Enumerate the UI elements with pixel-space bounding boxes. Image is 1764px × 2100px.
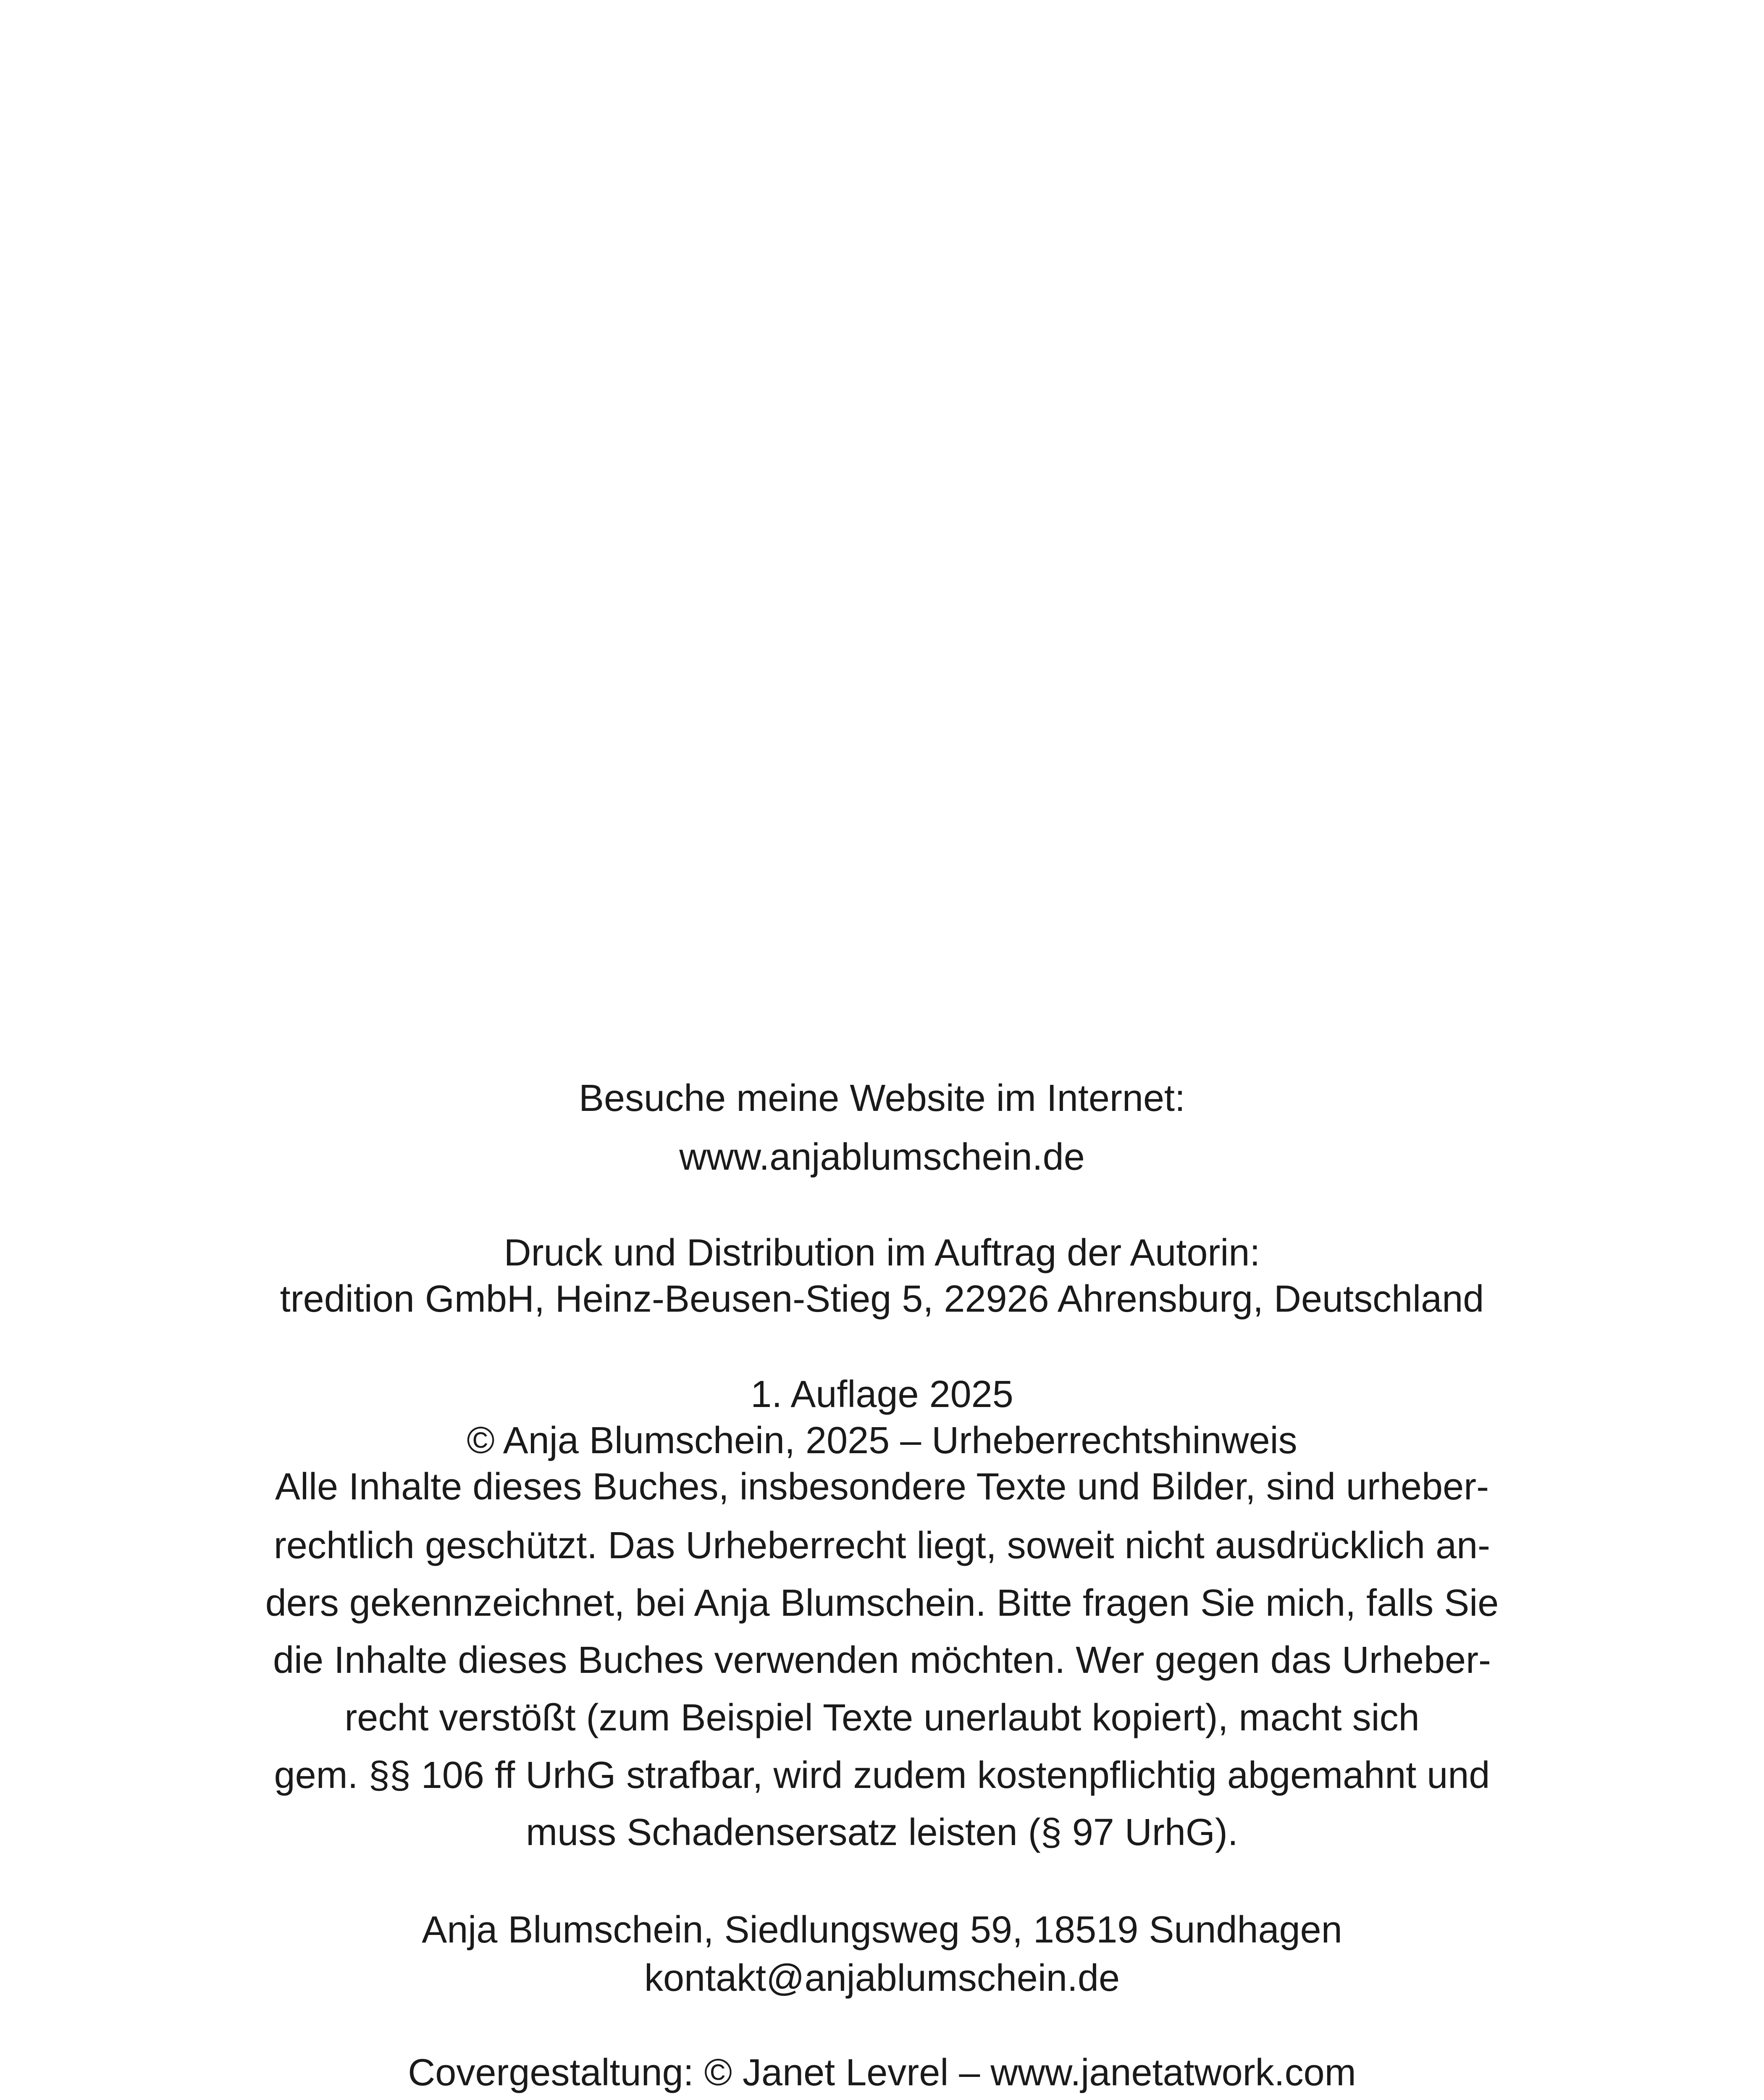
copyright-text-line: recht verstößt (zum Beispiel Texte unerlaubt kopiert), macht sich bbox=[344, 1697, 1420, 1739]
copyright-text-line: muss Schadensersatz leisten (§ 97 UrhG). bbox=[526, 1811, 1238, 1853]
copyright-text-line: ders gekennzeichnet, bei Anja Blumschein. Bitte fragen Sie mich, falls Sie bbox=[265, 1582, 1499, 1624]
cover-design-credit: Covergestaltung: © Janet Levrel – www.janetatwork.com bbox=[408, 2052, 1356, 2094]
print-company: tredition GmbH, Heinz-Beusen-Stieg 5, 22926 Ahrensburg, Deutschland bbox=[280, 1278, 1484, 1320]
website-intro: Besuche meine Website im Internet: bbox=[578, 1077, 1186, 1119]
copyright-text-line: rechtlich geschützt. Das Urheberrecht liegt, soweit nicht ausdrücklich an- bbox=[273, 1525, 1491, 1567]
copyright-text-line: die Inhalte dieses Buches verwenden möchten. Wer gegen das Urheber- bbox=[273, 1639, 1491, 1681]
author-address: Anja Blumschein, Siedlungsweg 59, 18519 Sundhagen bbox=[422, 1909, 1342, 1951]
print-intro: Druck und Distribution im Auftrag der Autorin: bbox=[504, 1232, 1260, 1274]
copyright-text-line: Alle Inhalte dieses Buches, insbesondere Texte und Bilder, sind urheber- bbox=[275, 1466, 1489, 1508]
author-email[interactable]: kontakt@anjablumschein.de bbox=[644, 1957, 1120, 1999]
copyright-text-line: gem. §§ 106 ff UrhG strafbar, wird zudem kostenpflichtig abgemahnt und bbox=[274, 1754, 1490, 1796]
website-url[interactable]: www.anjablumschein.de bbox=[679, 1136, 1085, 1178]
copyright-line: © Anja Blumschein, 2025 – Urheberrechtshinweis bbox=[467, 1420, 1297, 1462]
edition: 1. Auflage 2025 bbox=[751, 1373, 1013, 1415]
